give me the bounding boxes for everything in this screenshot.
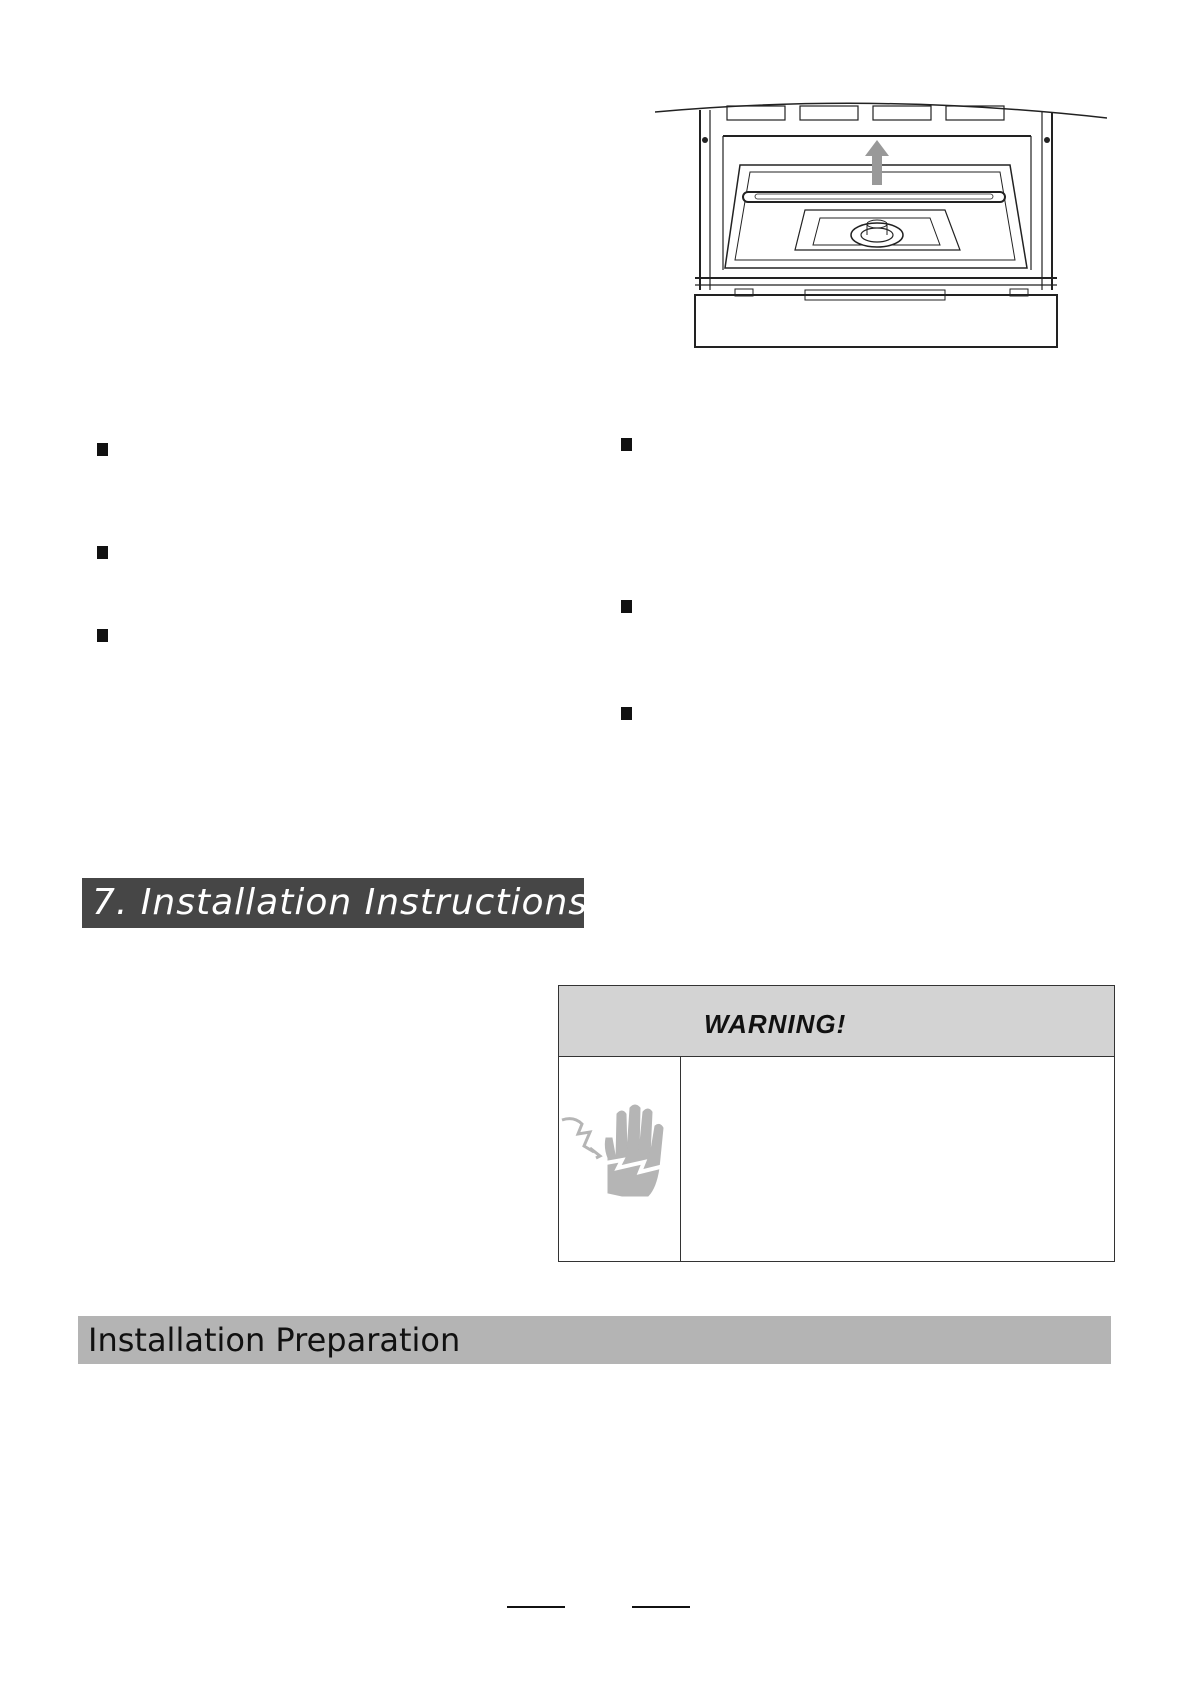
- bullet-marker: [97, 546, 108, 559]
- page-number-line-right: [632, 1606, 690, 1608]
- dishwasher-illustration: [655, 100, 1107, 352]
- bullet-marker: [621, 438, 632, 451]
- warning-header: [559, 986, 1114, 1057]
- bullet-marker: [621, 600, 632, 613]
- electric-shock-hand-icon: [560, 1098, 678, 1208]
- section-title: 7. Installation Instructions: [82, 878, 584, 928]
- warning-title: WARNING!: [704, 1009, 847, 1039]
- bullet-marker: [97, 629, 108, 642]
- page-number-line-left: [507, 1606, 565, 1608]
- bullet-marker: [97, 443, 108, 456]
- subsection-title: Installation Preparation: [78, 1316, 1111, 1364]
- bullet-marker: [621, 707, 632, 720]
- warning-box: [558, 985, 1115, 1262]
- warning-divider: [680, 1057, 681, 1261]
